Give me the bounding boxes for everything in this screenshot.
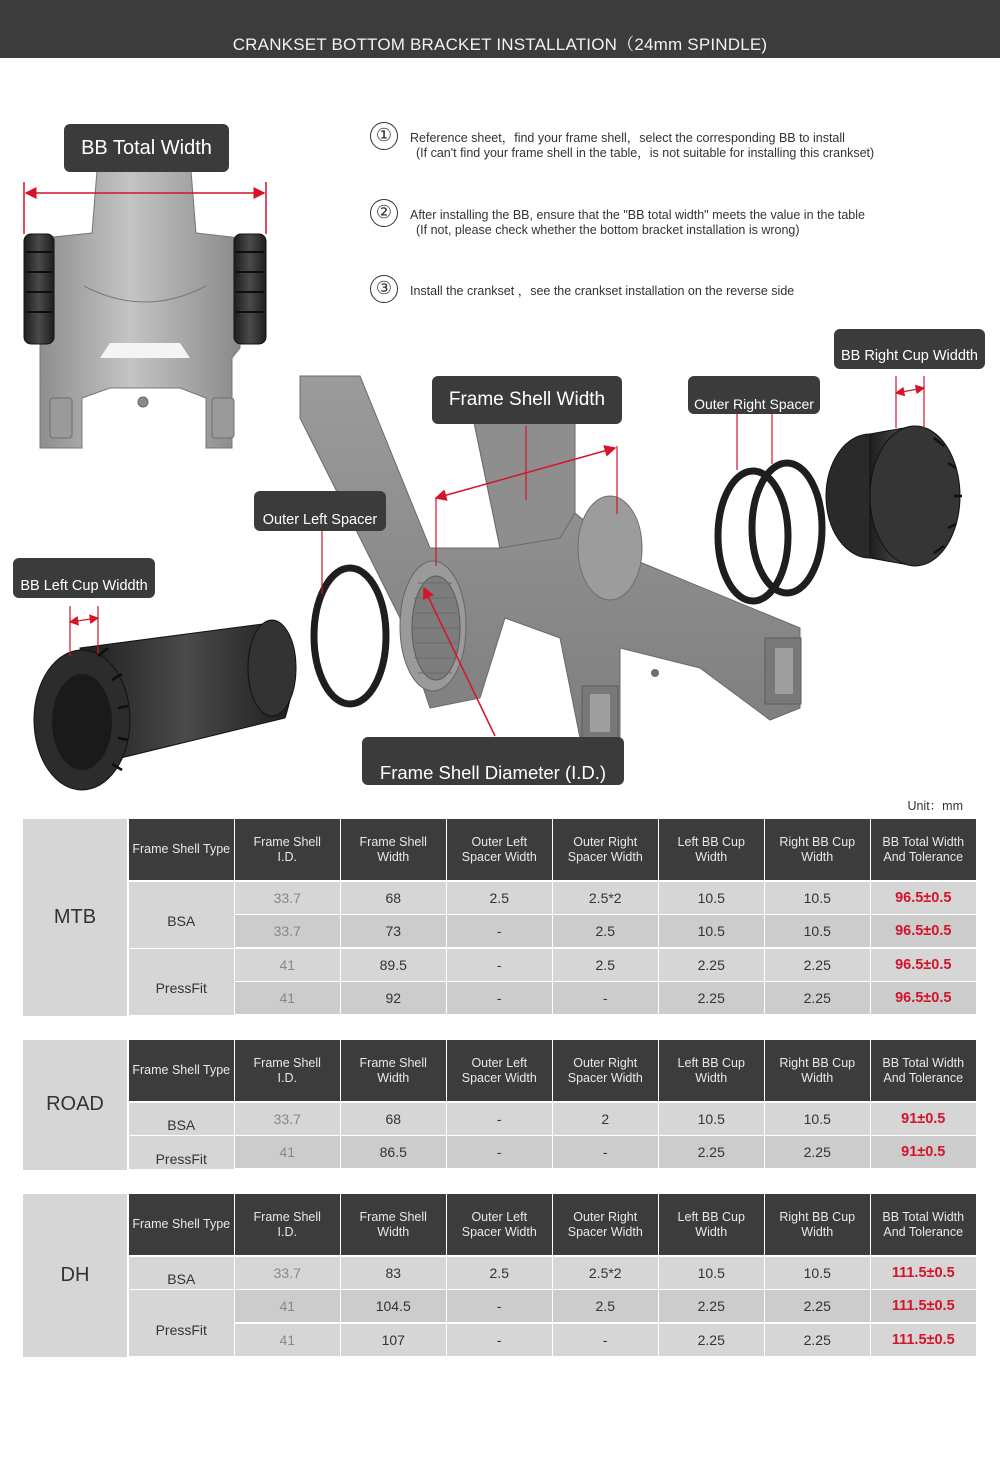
table-cell: - bbox=[447, 982, 552, 1014]
table-cell: - bbox=[553, 1136, 658, 1168]
total-width-tolerance: 96.5±0.5 bbox=[871, 982, 976, 1014]
table-cell: 2.25 bbox=[765, 1136, 870, 1168]
callout-outer-left-spacer: Outer Left Spacer bbox=[254, 491, 386, 531]
table-cell: 10.5 bbox=[659, 882, 764, 914]
total-width-tolerance: 96.5±0.5 bbox=[871, 949, 976, 981]
table-cell: 2.5*2 bbox=[553, 882, 658, 914]
bb-right-cup bbox=[826, 376, 962, 566]
total-width-tolerance: 96.5±0.5 bbox=[871, 915, 976, 947]
column-header: Frame Shell Width bbox=[341, 1040, 446, 1101]
frame-shell-type: PressFit bbox=[129, 1290, 234, 1356]
callout-bb-total-width: BB Total Width bbox=[64, 124, 229, 172]
column-header: Outer Left Spacer Width bbox=[447, 1194, 552, 1255]
column-header: Outer Left Spacer Width bbox=[447, 1040, 552, 1101]
callout-frame-shell-width: Frame Shell Width bbox=[432, 376, 622, 424]
step-text-1: Reference sheet，find your frame shell，select the corresponding BB to install (If can't find your frame shell in the table，is not suitable for installing this crankset) bbox=[410, 131, 875, 160]
table-cell: 10.5 bbox=[659, 1257, 764, 1289]
table-cell: 33.7 bbox=[235, 915, 340, 947]
total-width-tolerance: 111.5±0.5 bbox=[871, 1257, 976, 1289]
column-header: BB Total Width And Tolerance bbox=[871, 1040, 976, 1101]
table-cell: - bbox=[447, 1136, 552, 1168]
table-cell: 68 bbox=[341, 882, 446, 914]
table-cell: - bbox=[553, 982, 658, 1014]
table-cell: 2.25 bbox=[659, 1324, 764, 1356]
table-cell: 2 bbox=[553, 1103, 658, 1135]
table-cell: 2.25 bbox=[659, 949, 764, 981]
table-cell: - bbox=[447, 1290, 552, 1322]
column-header: Left BB Cup Width bbox=[659, 1194, 764, 1255]
callout-bb-left-cup-width: BB Left Cup Widdth bbox=[13, 558, 155, 598]
column-header: Outer Left Spacer Width bbox=[447, 819, 552, 880]
table-cell: 104.5 bbox=[341, 1290, 446, 1322]
table-cell: 41 bbox=[235, 949, 340, 981]
step-text-2: After installing the BB, ensure that the "BB total width" meets the value in the table (If not, please check whether the bottom bracket installation is wrong) bbox=[410, 208, 865, 237]
frame-front-view bbox=[24, 158, 266, 448]
total-width-tolerance: 96.5±0.5 bbox=[871, 882, 976, 914]
step-text-3: Install the crankset ，see the crankset installation on the reverse side bbox=[410, 284, 795, 298]
column-header: Frame Shell Width bbox=[341, 1194, 446, 1255]
column-header: Outer Right Spacer Width bbox=[553, 1040, 658, 1101]
spec-table-mtb bbox=[23, 819, 976, 1016]
table-cell: 10.5 bbox=[765, 882, 870, 914]
frame-shell-type: BSA bbox=[129, 1103, 234, 1136]
table-cell: 2.25 bbox=[659, 1136, 764, 1168]
table-cell: 2.5 bbox=[447, 882, 552, 914]
step-number-2: ② bbox=[370, 199, 398, 227]
total-width-tolerance: 111.5±0.5 bbox=[871, 1324, 976, 1356]
table-cell: 2.5 bbox=[553, 1290, 658, 1322]
table-cell: 68 bbox=[341, 1103, 446, 1135]
table-cell: 2.25 bbox=[765, 982, 870, 1014]
table-cell: 33.7 bbox=[235, 882, 340, 914]
page-banner bbox=[0, 0, 1000, 58]
spec-table-dh bbox=[23, 1194, 976, 1357]
column-header: Right BB Cup Width bbox=[765, 1194, 870, 1255]
column-header: BB Total Width And Tolerance bbox=[871, 1194, 976, 1255]
table-cell: 2.25 bbox=[765, 1290, 870, 1322]
table-cell: 86.5 bbox=[341, 1136, 446, 1168]
table-cell: 33.7 bbox=[235, 1257, 340, 1289]
frame-shell-type: PressFit bbox=[129, 1136, 234, 1169]
column-header: BB Total Width And Tolerance bbox=[871, 819, 976, 880]
table-cell: 2.25 bbox=[765, 949, 870, 981]
step-number-1: ① bbox=[370, 122, 398, 150]
column-header: Outer Right Spacer Width bbox=[553, 819, 658, 880]
column-header: Outer Right Spacer Width bbox=[553, 1194, 658, 1255]
table-cell: 83 bbox=[341, 1257, 446, 1289]
column-header: Frame Shell I.D. bbox=[235, 1040, 340, 1101]
table-cell: 2.25 bbox=[659, 982, 764, 1014]
column-header: Frame Shell Type bbox=[129, 819, 234, 880]
frame-shell-type: BSA bbox=[129, 882, 234, 948]
table-cell: 41 bbox=[235, 1136, 340, 1168]
table-cell: - bbox=[447, 1324, 552, 1356]
bb-left-cup bbox=[34, 606, 296, 790]
outer-right-spacer-rings bbox=[718, 414, 822, 601]
column-header: Right BB Cup Width bbox=[765, 819, 870, 880]
callout-frame-shell-diameter: Frame Shell Diameter (I.D.) bbox=[362, 737, 624, 785]
table-cell: 10.5 bbox=[765, 1257, 870, 1289]
category-label: DH bbox=[23, 1194, 127, 1357]
column-header: Frame Shell I.D. bbox=[235, 819, 340, 880]
table-cell: 10.5 bbox=[765, 1103, 870, 1135]
category-label: MTB bbox=[23, 819, 127, 1016]
table-cell: 2.5 bbox=[553, 915, 658, 947]
table-cell: - bbox=[553, 1324, 658, 1356]
category-label: ROAD bbox=[23, 1040, 127, 1170]
table-cell: 2.25 bbox=[659, 1290, 764, 1322]
table-cell: 10.5 bbox=[659, 915, 764, 947]
table-cell: 41 bbox=[235, 982, 340, 1014]
table-cell: 73 bbox=[341, 915, 446, 947]
total-width-tolerance: 91±0.5 bbox=[871, 1136, 976, 1168]
unit-label: Unit：mm bbox=[907, 799, 963, 813]
total-width-tolerance: 111.5±0.5 bbox=[871, 1290, 976, 1322]
table-cell: 107 bbox=[341, 1324, 446, 1356]
page-title: CRANKSET BOTTOM BRACKET INSTALLATION（24mm SPINDLE) bbox=[232, 35, 768, 54]
table-cell: 89.5 bbox=[341, 949, 446, 981]
total-width-tolerance: 91±0.5 bbox=[871, 1103, 976, 1135]
table-cell: 41 bbox=[235, 1324, 340, 1356]
table-cell: 92 bbox=[341, 982, 446, 1014]
frame-shell-type: PressFit bbox=[129, 949, 234, 1015]
column-header: Frame Shell Type bbox=[129, 1194, 234, 1255]
table-cell: 33.7 bbox=[235, 1103, 340, 1135]
column-header: Frame Shell Width bbox=[341, 819, 446, 880]
frame-shell-type: BSA bbox=[129, 1257, 234, 1290]
column-header: Left BB Cup Width bbox=[659, 819, 764, 880]
column-header: Right BB Cup Width bbox=[765, 1040, 870, 1101]
table-cell: 10.5 bbox=[765, 915, 870, 947]
table-cell: 41 bbox=[235, 1290, 340, 1322]
table-cell: - bbox=[447, 915, 552, 947]
table-cell: 2.25 bbox=[765, 1324, 870, 1356]
callout-outer-right-spacer: Outer Right Spacer bbox=[688, 376, 820, 414]
table-cell: 2.5 bbox=[447, 1257, 552, 1289]
table-cell: 2.5 bbox=[553, 949, 658, 981]
column-header: Left BB Cup Width bbox=[659, 1040, 764, 1101]
table-cell: - bbox=[447, 1103, 552, 1135]
table-cell: 2.5*2 bbox=[553, 1257, 658, 1289]
table-cell: - bbox=[447, 949, 552, 981]
callout-bb-right-cup-width: BB Right Cup Widdth bbox=[834, 329, 985, 369]
column-header: Frame Shell Type bbox=[129, 1040, 234, 1101]
table-cell: 10.5 bbox=[659, 1103, 764, 1135]
spec-table-road bbox=[23, 1040, 976, 1170]
step-number-3: ③ bbox=[370, 275, 398, 303]
column-header: Frame Shell I.D. bbox=[235, 1194, 340, 1255]
